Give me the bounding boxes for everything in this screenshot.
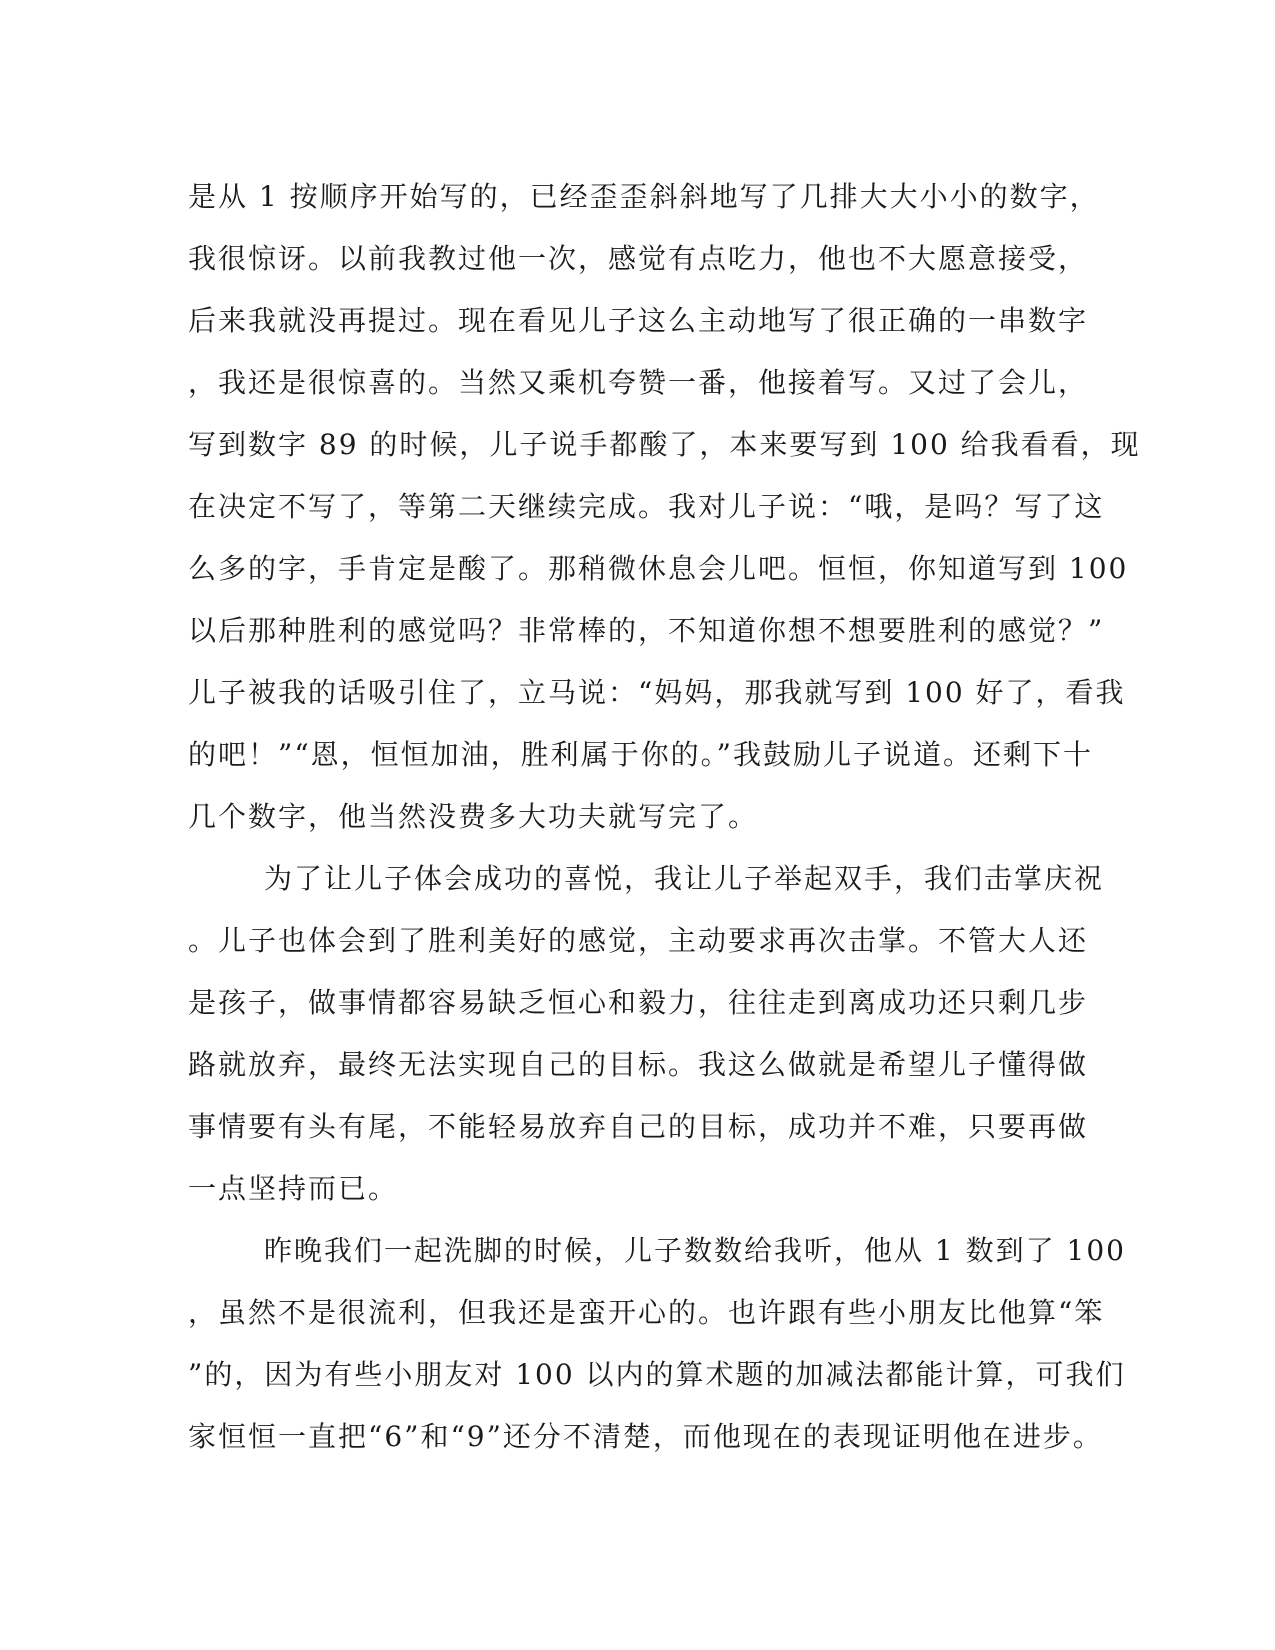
text-line: 昨晚我们一起洗脚的时候，儿子数数给我听，他从 1 数到了 100 bbox=[264, 1234, 1126, 1267]
text-line: 是孩子，做事情都容易缺乏恒心和毅力，往往走到离成功还只剩几步 bbox=[188, 986, 1089, 1019]
text-line: 儿子被我的话吸引住了，立马说：“妈妈，那我就写到 100 好了，看我 bbox=[188, 676, 1126, 709]
text-line: 家恒恒一直把“6”和“9”还分不清楚，而他现在的表现证明他在进步。 bbox=[188, 1420, 1103, 1453]
text-line: 后来我就没再提过。现在看见儿子这么主动地写了很正确的一串数字 bbox=[188, 304, 1089, 337]
text-line: 路就放弃，最终无法实现自己的目标。我这么做就是希望儿子懂得做 bbox=[188, 1048, 1089, 1081]
paragraph-2 bbox=[188, 848, 1105, 1220]
text-line: 一点坚持而已。 bbox=[188, 1172, 399, 1205]
paragraph-3 bbox=[188, 1220, 1126, 1468]
text-line: 写到数字 89 的时候，儿子说手都酸了，本来要写到 100 给我看看，现 bbox=[188, 428, 1141, 461]
body-text bbox=[188, 166, 1141, 1468]
text-line: ”的，因为有些小朋友对 100 以内的算术题的加减法都能计算，可我们 bbox=[188, 1358, 1126, 1391]
text-line: 几个数字，他当然没费多大功夫就写完了。 bbox=[188, 800, 759, 833]
text-line: 在决定不写了，等第二天继续完成。我对儿子说：“哦，是吗？写了这 bbox=[188, 490, 1105, 523]
text-line: 么多的字，手肯定是酸了。那稍微休息会儿吧。恒恒，你知道写到 100 bbox=[188, 552, 1129, 585]
text-line: 为了让儿子体会成功的喜悦，我让儿子举起双手，我们击掌庆祝 bbox=[264, 862, 1105, 895]
text-line: 是从 1 按顺序开始写的，已经歪歪斜斜地写了几排大大小小的数字， bbox=[188, 180, 1100, 213]
text-line: ，虽然不是很流利，但我还是蛮开心的。也许跟有些小朋友比他算“笨 bbox=[188, 1296, 1105, 1329]
text-line: 。儿子也体会到了胜利美好的感觉，主动要求再次击掌。不管大人还 bbox=[188, 924, 1089, 957]
text-line: 我很惊讶。以前我教过他一次，感觉有点吃力，他也不大愿意接受， bbox=[188, 242, 1089, 275]
text-line: 以后那种胜利的感觉吗？非常棒的，不知道你想不想要胜利的感觉？” bbox=[188, 614, 1105, 647]
paragraph-1 bbox=[188, 166, 1141, 848]
text-line: 事情要有头有尾，不能轻易放弃自己的目标，成功并不难，只要再做 bbox=[188, 1110, 1089, 1143]
text-line: 的吧！”“恩，恒恒加油，胜利属于你的。”我鼓励儿子说道。还剩下十 bbox=[188, 738, 1093, 771]
text-line: ，我还是很惊喜的。当然又乘机夸赞一番，他接着写。又过了会儿， bbox=[188, 366, 1089, 399]
